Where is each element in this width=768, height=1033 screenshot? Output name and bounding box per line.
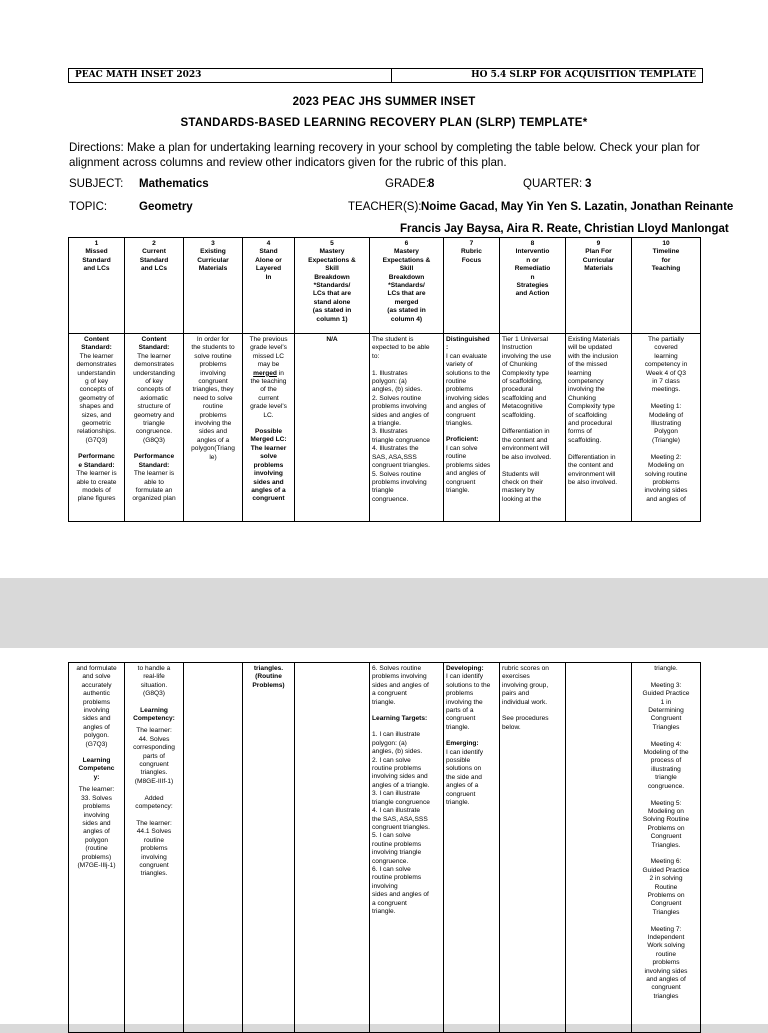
cell-heading: Developing:: [446, 665, 484, 672]
cell-heading: Learning Competency:: [133, 706, 175, 723]
column-label: Missed Standard and LCs: [82, 248, 111, 273]
column-label: Plan For Curricular Materials: [582, 248, 615, 273]
cell-text: rubric scores on exercises involving group, pairs and individual work. See procedures below.: [502, 665, 549, 731]
table-row: [69, 334, 701, 522]
cell-plan-materials: [566, 334, 632, 522]
document-title: 2023 PEAC JHS SUMMER INSET: [292, 96, 476, 108]
topic-value: Geometry: [139, 201, 193, 213]
column-number: 1: [94, 240, 99, 247]
cell-current-standard: [125, 663, 184, 1033]
cell-text: The learner demonstrates understandin g of key concepts of geometry of shapes and sizes, and geometric relationships. (G7Q3): [76, 352, 117, 444]
topic-label: TOPIC:: [69, 201, 108, 213]
cell-text: The learner is able to create models of plane figures: [76, 470, 117, 503]
cell-text: to handle a real-life situation. (G8Q3): [137, 665, 171, 698]
cell-emphasis: merged: [253, 369, 277, 377]
cell-missed-standard: [69, 663, 125, 1033]
cell-text: The learner: 33. Solves problems involving sides and angles of polygon (routine problems) (M7GE-IIIj-1): [77, 786, 116, 869]
column-number: 6: [404, 240, 409, 247]
cell-heading: Possible Merged LC: The learner solve problems involving sides and angles of a congruent: [250, 428, 287, 503]
cell-text: and formulate and solve accurately authentic problems involving sides and angles of polygon. (G7Q3): [76, 665, 117, 748]
cell-text: The learner is able to formulate an organized plan: [132, 470, 176, 503]
cell-heading: Proficient:: [446, 436, 479, 444]
column-number: 7: [469, 240, 474, 247]
cell-heading: Distinguished :: [446, 336, 490, 352]
cell-heading: Performanc e Standard:: [78, 453, 115, 469]
cell-text: Existing Materials will be updated with the inclusion of the missed learning competency involving the Chunking Complexity type of scaffolding and procedural forms of scaffolding. Differentiation in the content and environment will be also involved.: [568, 336, 620, 486]
cell-heading: Learning Competenc y:: [78, 757, 115, 781]
quarter-label: QUARTER:: [523, 178, 583, 190]
slrp-table-page-2: [68, 662, 701, 1033]
cell-timeline: [632, 663, 701, 1033]
teacher-label: TEACHER(S):: [348, 201, 422, 213]
cell-mastery-merged: [370, 334, 444, 522]
cell-existing-materials: [184, 663, 243, 1033]
column-label: Mastery Expectations & Skill Breakdown *Standards/ LCs that are merged (as stated in column 4): [382, 248, 431, 323]
column-number: 10: [662, 240, 670, 247]
column-label: Rubric Focus: [461, 248, 482, 264]
cell-text: Tier 1 Universal Instruction involving the use of Chunking Complexity type of scaffolding, procedural scaffolding and Metacognitive scaffolding. Differentiation in the content and environment will be also involved. Students will check on their mastery by looking at the: [502, 336, 552, 503]
column-label: Mastery Expectations & Skill Breakdown *Standards/ LCs that are stand alone (as stated in column 1): [308, 248, 356, 323]
cell-intervention: [500, 663, 566, 1033]
column-label: Interventio n or Remediatio n Strategies and Action: [514, 248, 551, 298]
cell-heading: triangles. (Routine Problems): [252, 665, 285, 689]
cell-mastery-merged: [370, 663, 444, 1033]
cell-text: The learner: 44. Solves corresponding parts of congruent triangles. (M8GE-IIIf-1) Added competency: The learner: 44.1 Solves routine problems involving congruent triangles.: [133, 727, 175, 878]
grade-value: 8: [428, 178, 435, 190]
cell-rubric-focus: [444, 334, 500, 522]
cell-stand-alone-layered: [243, 663, 295, 1033]
column-number: 5: [330, 240, 334, 247]
table-row: [69, 663, 701, 1033]
cell-mastery-stand-alone: [295, 334, 370, 522]
cell-heading: Performance Standard:: [133, 453, 175, 469]
cell-text: In order for the students to solve routine problems involving congruent triangles, they need to solve routine problems involving the sides and angles of a polygon(Triang le): [191, 336, 235, 461]
cell-text: The previous grade level's missed LC may be: [249, 336, 288, 369]
column-label: Timeline for Teaching: [651, 248, 681, 273]
quarter-value: 3: [585, 178, 592, 190]
page-2: [0, 648, 768, 1024]
cell-missed-standard: [69, 334, 125, 522]
column-number: 2: [152, 240, 156, 247]
cell-text: N/A: [326, 336, 338, 343]
teacher-line-1: Noime Gacad, May Yin Yen S. Lazatin, Jonathan Reinante: [421, 201, 734, 213]
column-header-10: [632, 238, 701, 334]
column-header-5: [295, 238, 370, 334]
subject-label: SUBJECT:: [69, 178, 124, 190]
cell-existing-materials: [184, 334, 243, 522]
header-left: PEAC MATH INSET 2023: [69, 69, 392, 82]
cell-text: I can identify possible solutions on the side and angles of a congruent triangle.: [446, 748, 484, 807]
cell-text: The student is expected to be able to: 1. Illustrates polygon: (a) angles, (b) sides. 2. Solves routine problems involving sides and angles of a triangle. 3. Illustrates triangle congruence 4. Illustrates the SAS, ASA,SSS congruent triangles. 5. Solves routine problems involving triangle congruence.: [372, 336, 430, 503]
directions-text: Directions: Make a plan for undertaking learning recovery in your school by completing the table below. Check your plan for alignment across columns and review other indicators given for the rubric of this plan.: [69, 141, 700, 169]
cell-heading: Content Standard:: [81, 336, 112, 352]
cell-stand-alone-layered: [243, 334, 295, 522]
column-number: 4: [266, 240, 271, 247]
cell-text: I can solve routine problems sides and angles of congruent triangle.: [446, 444, 491, 494]
cell-text: The partially covered learning competency in Week 4 of Q3 in 7 class meetings. Meeting 1: Modeling of Illustrating Polygon (Triangle) Meeting 2: Modeling on solving routine problems involving sides and angles of: [644, 336, 688, 503]
cell-text: I can identify solutions to the problems involving the parts of a congruent triangle.: [446, 673, 491, 731]
column-header-2: [125, 238, 184, 334]
column-header-9: [566, 238, 632, 334]
cell-heading: Emerging:: [446, 740, 479, 748]
cell-current-standard: [125, 334, 184, 522]
column-header-7: [444, 238, 500, 334]
cell-heading: Learning Targets:: [372, 715, 428, 723]
column-number: 3: [211, 240, 215, 247]
cell-text: The learner demonstrates understanding of key concepts of axiomatic structure of geometry and triangle congruence. (G8Q3): [133, 352, 175, 444]
teacher-line-2: Francis Jay Baysa, Aira R. Reate, Christian Lloyd Manlongat: [400, 223, 729, 235]
cell-text: 6. Solves routine problems involving sides and angles of a congruent triangle.: [372, 665, 429, 706]
page-header: [68, 68, 703, 83]
cell-mastery-stand-alone: [295, 663, 370, 1033]
column-label: Stand Alone or Layered In: [255, 248, 282, 281]
subject-value: Mathematics: [139, 178, 209, 190]
column-number: 8: [530, 240, 535, 247]
cell-heading: Content Standard:: [138, 336, 170, 352]
cell-intervention: [500, 334, 566, 522]
cell-text: I can evaluate variety of solutions to the routine problems involving sides and angles of congruent triangles.: [446, 352, 491, 428]
cell-rubric-focus: [444, 663, 500, 1033]
column-header-6: [370, 238, 444, 334]
column-header-row: [69, 238, 701, 334]
column-header-8: [500, 238, 566, 334]
column-label: Current Standard and LCs: [139, 248, 169, 273]
header-right: HO 5.4 SLRP FOR ACQUISITION TEMPLATE: [471, 70, 696, 80]
column-header-4: [243, 238, 295, 334]
slrp-table-page-1: [68, 237, 701, 522]
cell-text: triangle. Meeting 3: Guided Practice 1 in Determining Congruent Triangles Meeting 4: Modeling of the process of illustrating triangle congruence. Meeting 5: Modeling on Solving Routine Problems on Congruent Triangles. Meeting 6: Guided Practice 2 in solving Routine Problems on Congruent Triangles Meeting 7: Independent Work solving routine problems involving sides and angles of congruent triangles: [642, 665, 690, 1000]
cell-timeline: [632, 334, 701, 522]
column-label: Existing Curricular Materials: [197, 248, 229, 273]
cell-text: 1. I can illustrate polygon: (a) angles, (b) sides. 2. I can solve routine problems involving sides and angles of a triangle. 3. I can illustrate triangle congruence 4. I can illustrate the SAS, ASA,SSS congruent triangles. 5. I can solve routine problems involving triangle congruence. 6. I can solve routine problems involving sides and angles of a congruent triangle.: [372, 731, 430, 915]
column-number: 9: [596, 240, 601, 247]
cell-text: in the teaching of the current grade level's LC.: [250, 369, 287, 419]
grade-label: GRADE:: [385, 178, 430, 190]
column-header-1: [69, 238, 125, 334]
cell-plan-materials: [566, 663, 632, 1033]
document-subtitle: STANDARDS-BASED LEARNING RECOVERY PLAN (SLRP) TEMPLATE*: [180, 117, 588, 129]
column-header-3: [184, 238, 243, 334]
